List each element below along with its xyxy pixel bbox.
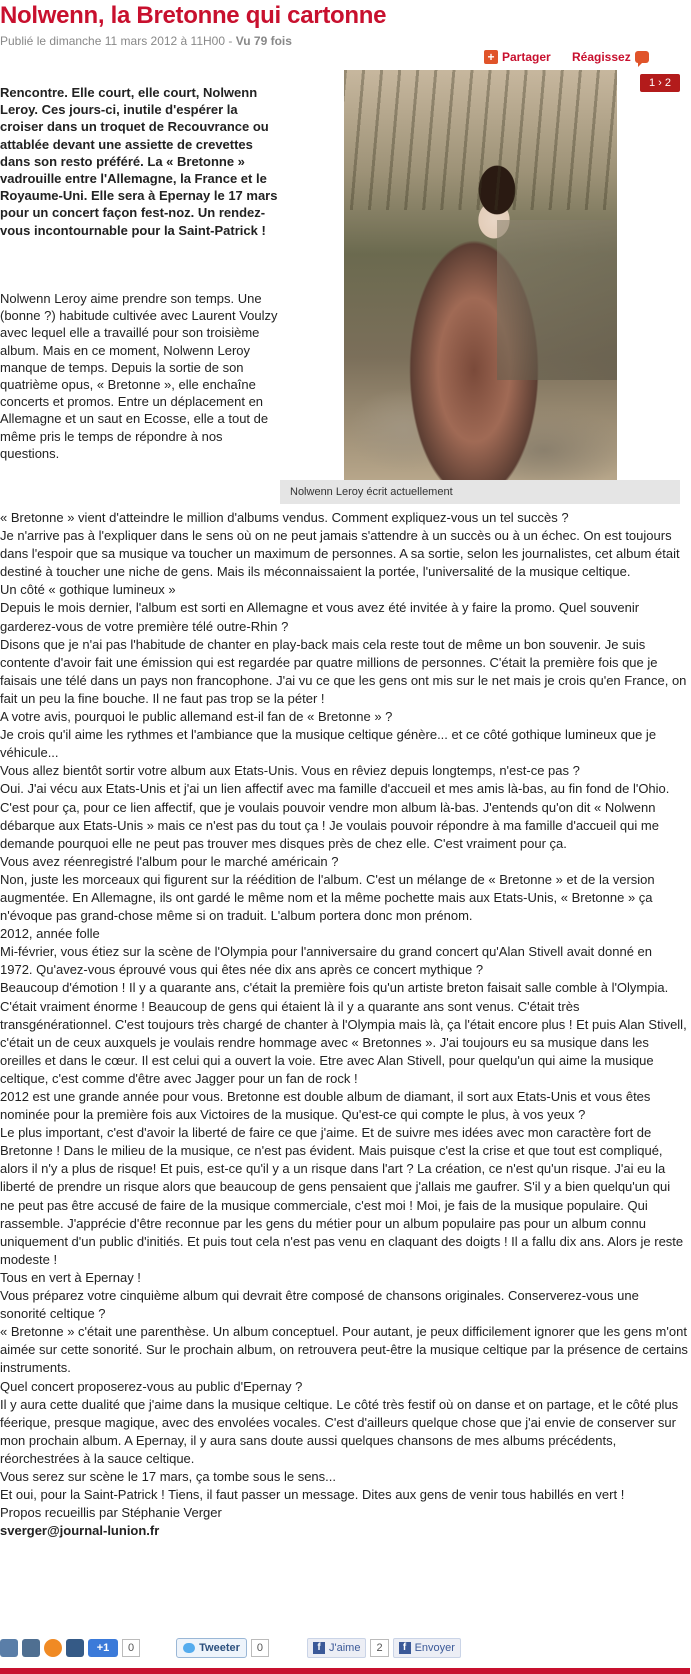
subheading: 2012, année folle bbox=[0, 926, 100, 942]
paragraph: Il y aura cette dualité que j'aime dans la musique celtique. Le côté très festif où on danse et on partage, et le côté plus féerique, presque magique, avec des envolées vocales. C'est d'ailleurs quelque chose que j'ai envie de conserver sur mon prochain album. A Epernay, il y aura sans doute aussi quelques chansons de mes albums précédents, réorchestrées à la sauce celtique. bbox=[0, 1396, 679, 1466]
paragraph: Je n'arrive pas à l'expliquer dans le sens où on ne peut jamais s'attendre à un succès ou à un échec. On est toujours dans l'espoir que sa musique va toucher un maximum de personnes. A sa sortie, selon les journalistes, cet album était destiné à toucher une niche de gens. Mais ils méconnaissaient la portée, l'universalité de la musique celtique. bbox=[0, 528, 680, 580]
author-email[interactable]: sverger@journal-lunion.fr bbox=[0, 1523, 160, 1539]
paragraph: Je crois qu'il aime les rythmes et l'ambiance que la musique celtique génère... et ce côté gothique lumineux que je véhicule... bbox=[0, 727, 657, 761]
article-body bbox=[0, 509, 688, 1540]
send-label: Envoyer bbox=[414, 1642, 455, 1654]
digg-icon[interactable] bbox=[66, 1639, 84, 1657]
like-button[interactable] bbox=[307, 1638, 366, 1658]
paragraph: Et oui, pour la Saint-Patrick ! Tiens, il faut passer un message. Dites aux gens de venir tous habillés en vert ! bbox=[0, 1487, 625, 1503]
react-label: Réagissez bbox=[572, 50, 631, 64]
react-button[interactable] bbox=[572, 50, 649, 64]
paragraph: Vous serez sur scène le 17 mars, ça tombe sous le sens... bbox=[0, 1468, 336, 1484]
paragraph: Quel concert proposerez-vous au public d'Epernay ? bbox=[0, 1378, 303, 1394]
paragraph: Oui. J'ai vécu aux Etats-Unis et j'ai un lien affectif avec ma famille d'accueil et mes amis là-bas, au fin fond de l'Ohio. C'est pour ça, pour ce lien affectif, que je voulais pouvoir vendre mon album là-bas. J'entends qu'on dit « Nolwenn débarque aux Etats-Unis » mais ce n'est pas du tout ça ! Je voulais pouvoir répondre à ma famille d'accueil qui me demande pourquoi elle ne peut pas trouver mes disques près de chez elle. C'est vraiment pour ça. bbox=[0, 781, 670, 851]
caption-text: Nolwenn Leroy écrit actuellement bbox=[290, 486, 453, 498]
article-photo[interactable] bbox=[344, 70, 617, 480]
share-button[interactable] bbox=[484, 50, 551, 64]
send-button[interactable] bbox=[393, 1638, 461, 1658]
facebook-icon: f bbox=[399, 1642, 411, 1654]
paragraph: « Bretonne » vient d'atteindre le million d'albums vendus. Comment expliquez-vous un tel succès ? bbox=[0, 510, 569, 525]
paragraph: Disons que je n'ai pas l'habitude de chanter en play-back mais cela reste tout de même un bon souvenir. Je suis contente d'avoir fait une émission qui est regardée par quatre millions de personnes. C'était la première fois que je faisais une télé dans un pays non francophone. J'ai vu ce que les gens ont mis sur le net mais je crois qu'en France, on fait un peu la fine bouche. Il ne faut pas trop se la péter ! bbox=[0, 636, 687, 706]
share-icon[interactable] bbox=[0, 1639, 18, 1657]
comment-icon bbox=[635, 51, 649, 63]
plus-icon: + bbox=[484, 50, 498, 64]
photo-caption bbox=[280, 480, 680, 504]
article-lead: Nolwenn Leroy aime prendre son temps. Une (bonne ?) habitude cultivée avec Laurent Voulzy avec lequel elle a travaillé pour son troisième album. Mais en ce moment, Nolwenn Leroy manque de temps. Depuis la sortie de son quatrième opus, « Bretonne », elle enchaîne concerts et promos. Entre un déplacement en Allemagne et un saut en Ecosse, elle a tout de même pris le temps de répondre à nos questions. bbox=[0, 291, 278, 461]
paragraph: A votre avis, pourquoi le public allemand est-il fan de « Bretonne » ? bbox=[0, 709, 393, 725]
paragraph: Beaucoup d'émotion ! Il y a quarante ans, c'était la première fois qu'un artiste breton faisait salle comble à l'Olympia. C'était vraiment énorme ! Beaucoup de gens qui étaient là il y a quarante ans sont venus. C'était très transgénérationnel. C'est toujours très chargé de chanter à l'Olympia mais là, ça l'était encore plus ! Et puis Alan Stivell, c'était un de ceux auxquels je voulais rendre hommage avec « Bretonnes ». J'ai toujours eu sa musique dans les oreilles et dans le cœur. Il est celui qui a ouvert la voie. Etre avec Alan Stivell, pour quelqu'un qui aime la musique celtique, c'est comme d'être avec Jagger pour un fan de rock ! bbox=[0, 980, 687, 1086]
paragraph: Depuis le mois dernier, l'album est sorti en Allemagne et vous avez été invitée à y faire la promo. Quel souvenir garderez-vous de votre première télé outre-Rhin ? bbox=[0, 600, 640, 634]
paragraph: Non, juste les morceaux qui figurent sur la réédition de l'album. C'est un mélange de « Bretonne » et de la version augmentée. En Allemagne, ils ont gardé le même nom et la même pochette mais aux Etats-Unis, « Bretonne » ça n'évoque pas grand-chose même si on traduit. L'album portera donc mon prénom. bbox=[0, 871, 655, 924]
like-label: J'aime bbox=[329, 1642, 361, 1654]
paragraph: 2012 est une grande année pour vous. Bretonne est double album de diamant, il sort aux Etats-Unis et vous êtes nominée pour la première fois aux Victoires de la musique. Qu'est-ce qui compte le plus, à vos yeux ? bbox=[0, 1089, 651, 1123]
byline: Propos recueillis par Stéphanie Verger bbox=[0, 1505, 222, 1521]
footer-divider bbox=[0, 1668, 690, 1674]
photo-background bbox=[344, 70, 617, 210]
paragraph: « Bretonne » c'était une parenthèse. Un album conceptuel. Pour autant, je peux difficilement ignorer que les gens m'ont aimée sur cette sonorité. Sur le prochain album, on retrouvera peut-être la musique celtique par la présence de certains instruments. bbox=[0, 1324, 688, 1376]
share-label: Partager bbox=[502, 50, 551, 64]
print-icon[interactable] bbox=[44, 1639, 62, 1657]
paragraph: Vous allez bientôt sortir votre album aux Etats-Unis. Vous en rêviez depuis longtemps, n'est-ce pas ? bbox=[0, 763, 580, 779]
social-toolbar bbox=[0, 1636, 690, 1660]
tweet-count: 0 bbox=[251, 1639, 269, 1657]
publish-date: Publié le dimanche 11 mars 2012 à 11H00 bbox=[0, 34, 226, 48]
tweet-button[interactable] bbox=[176, 1638, 247, 1658]
facebook-icon: f bbox=[313, 1642, 325, 1654]
email-icon[interactable] bbox=[22, 1639, 40, 1657]
paragraph: Vous préparez votre cinquième album qui devrait être composé de chansons originales. Conserverez-vous une sonorité celtique ? bbox=[0, 1288, 639, 1322]
paragraph: Mi-février, vous étiez sur la scène de l'Olympia pour l'anniversaire du grand concert qu'Alan Stivell avait donné en 1972. Qu'avez-vous éprouvé vous qui êtes née dix ans après ce concert mythique ? bbox=[0, 944, 653, 978]
article-intro: Rencontre. Elle court, elle court, Nolwenn Leroy. Ces jours-ci, inutile d'espérer la croiser dans un troquet de Recouvrance ou attablée devant une assiette de crevettes dans son resto préféré. La « Bretonne » vadrouille entre l'Allemagne, la France et le Royaume-Uni. Elle sera à Epernay le 17 mars pour un concert façon fest-noz. Un rendez-vous incontournable pour la Saint-Patrick ! bbox=[0, 85, 278, 238]
paragraph: Vous avez réenregistré l'album pour le marché américain ? bbox=[0, 853, 339, 869]
subheading: Tous en vert à Epernay ! bbox=[0, 1269, 141, 1285]
paragraph: Le plus important, c'est d'avoir la liberté de faire ce que j'aime. Et de suivre mes idées avec mon caractère fort de Bretonne ! Dans le milieu de la musique, ce n'est pas évident. Mais puisque c'est la crise et que tout est compliqué, alors il n'y a plus de risque! Et puis, est-ce qu'il y a un risque dans l'art ? La création, ce n'est qu'un risque. J'ai eu la liberté de prendre un risque alors que beaucoup de gens pensaient que j'allais me gaufrer. S'il y a bien quelqu'un qui ne peut pas être accusé de faire de la musique commerciale, c'est moi ! Moi, je fais de la musique populaire. Qui rassemble. J'apprécie d'être reconnue par les gens du métier pour un album populaire pas pour un album connu uniquement d'un public d'initiés. Et puis tout cela n'est pas venu en claquant des doigts ! Il a fallu dix ans. Alors je reste modeste ! bbox=[0, 1125, 684, 1267]
like-count: 2 bbox=[370, 1639, 388, 1657]
plusone-button[interactable]: +1 bbox=[88, 1639, 118, 1657]
photo-detail bbox=[497, 220, 617, 380]
subheading: Un côté « gothique lumineux » bbox=[0, 582, 176, 598]
twitter-bird-icon bbox=[183, 1643, 195, 1653]
tweet-label: Tweeter bbox=[199, 1642, 240, 1654]
article-title: Nolwenn, la Bretonne qui cartonne bbox=[0, 2, 387, 29]
article-meta: Publié le dimanche 11 mars 2012 à 11H00 - Vu 79 fois bbox=[0, 34, 292, 48]
view-count: Vu 79 fois bbox=[235, 34, 292, 48]
photo-pager[interactable]: 1 › 2 bbox=[640, 74, 680, 92]
plusone-count: 0 bbox=[122, 1639, 140, 1657]
